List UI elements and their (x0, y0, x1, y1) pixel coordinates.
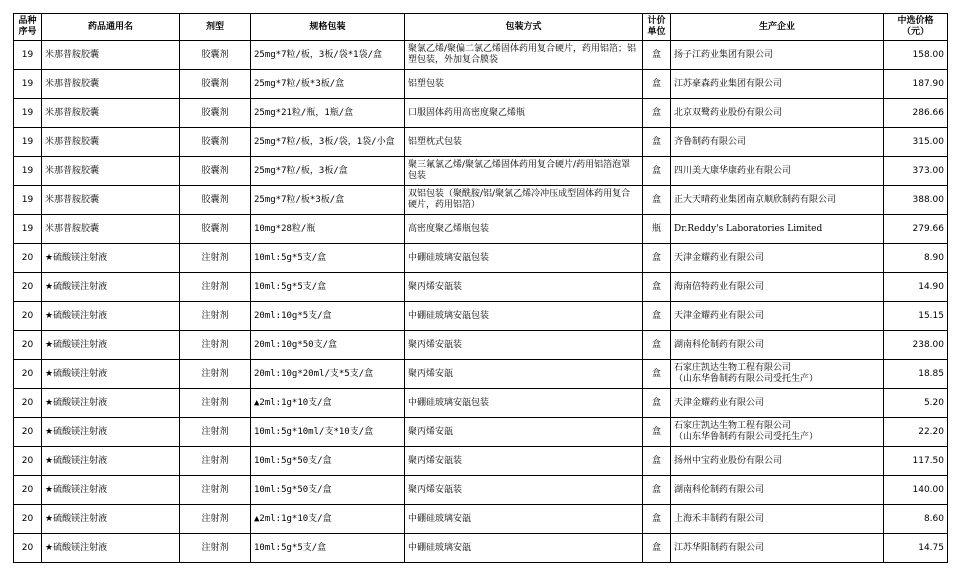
table-row (14, 128, 948, 157)
cell-unit: 盒 (643, 128, 671, 157)
cell-manufacturer: 正大天晴药业集团南京顺欣制药有限公司 (671, 186, 884, 215)
cell-drug-name: 米那普胺胶囊 (42, 41, 180, 70)
cell-unit: 盒 (643, 99, 671, 128)
cell-spec: 25mg*7粒/板*3板/盒 (251, 70, 405, 99)
cell-seq: 20 (14, 476, 42, 505)
table-row (14, 273, 948, 302)
cell-price: 315.00 (884, 128, 948, 157)
cell-dosage-form: 胶囊剂 (180, 41, 251, 70)
cell-manufacturer: 江苏华阳制药有限公司 (671, 534, 884, 563)
cell-spec: 10ml:5g*10ml/支*10支/盒 (251, 418, 405, 447)
table-row (14, 244, 948, 273)
cell-price: 117.50 (884, 447, 948, 476)
cell-dosage-form: 注射剂 (180, 331, 251, 360)
cell-drug-name: 米那普胺胶囊 (42, 128, 180, 157)
cell-dosage-form: 胶囊剂 (180, 128, 251, 157)
cell-price: 15.15 (884, 302, 948, 331)
cell-seq: 20 (14, 418, 42, 447)
cell-seq: 20 (14, 273, 42, 302)
cell-packaging: 中硼硅玻璃安瓿包装 (405, 302, 643, 331)
table-row (14, 41, 948, 70)
cell-unit: 盒 (643, 41, 671, 70)
cell-seq: 19 (14, 99, 42, 128)
cell-price: 238.00 (884, 331, 948, 360)
table-row (14, 157, 948, 186)
cell-unit: 盒 (643, 534, 671, 563)
cell-spec: 20ml:10g*50支/盒 (251, 331, 405, 360)
cell-dosage-form: 注射剂 (180, 447, 251, 476)
cell-packaging: 聚丙烯安瓿 (405, 360, 643, 389)
cell-spec: 20ml:10g*5支/盒 (251, 302, 405, 331)
cell-dosage-form: 注射剂 (180, 505, 251, 534)
cell-drug-name: ★硫酸镁注射液 (42, 360, 180, 389)
cell-price: 22.20 (884, 418, 948, 447)
table-row (14, 534, 948, 563)
cell-packaging: 聚丙烯安瓿装 (405, 331, 643, 360)
cell-seq: 20 (14, 534, 42, 563)
cell-price: 5.20 (884, 389, 948, 418)
cell-unit: 盒 (643, 505, 671, 534)
header-price: 中选价格（元） (884, 14, 948, 41)
cell-unit: 盒 (643, 244, 671, 273)
cell-manufacturer: 天津金耀药业有限公司 (671, 244, 884, 273)
cell-seq: 20 (14, 360, 42, 389)
cell-packaging: 高密度聚乙烯瓶包装 (405, 215, 643, 244)
cell-packaging: 中硼硅玻璃安瓿包装 (405, 244, 643, 273)
cell-manufacturer: 天津金耀药业有限公司 (671, 389, 884, 418)
header-seq: 品种序号 (14, 14, 42, 41)
cell-price: 14.75 (884, 534, 948, 563)
cell-packaging: 中硼硅玻璃安瓿包装 (405, 389, 643, 418)
cell-packaging: 聚丙烯安瓿装 (405, 476, 643, 505)
cell-packaging: 铝塑包装 (405, 70, 643, 99)
cell-unit: 盒 (643, 273, 671, 302)
cell-drug-name: 米那普胺胶囊 (42, 186, 180, 215)
cell-dosage-form: 注射剂 (180, 360, 251, 389)
cell-price: 279.66 (884, 215, 948, 244)
cell-price: 158.00 (884, 41, 948, 70)
cell-seq: 19 (14, 215, 42, 244)
cell-manufacturer: 湖南科伦制药有限公司 (671, 331, 884, 360)
drug-price-table (13, 13, 948, 563)
cell-seq: 20 (14, 389, 42, 418)
cell-seq: 19 (14, 128, 42, 157)
cell-manufacturer: 石家庄凯达生物工程有限公司 （山东华鲁制药有限公司受托生产） (671, 360, 884, 389)
cell-spec: 10ml:5g*50支/盒 (251, 447, 405, 476)
cell-spec: ▲2ml:1g*10支/盒 (251, 505, 405, 534)
cell-drug-name: ★硫酸镁注射液 (42, 418, 180, 447)
cell-price: 18.85 (884, 360, 948, 389)
header-spec: 规格包装 (251, 14, 405, 41)
table-row (14, 186, 948, 215)
cell-manufacturer: 扬州中宝药业股份有限公司 (671, 447, 884, 476)
cell-packaging: 中硼硅玻璃安瓿 (405, 505, 643, 534)
cell-dosage-form: 胶囊剂 (180, 186, 251, 215)
cell-dosage-form: 胶囊剂 (180, 99, 251, 128)
cell-price: 373.00 (884, 157, 948, 186)
table-row (14, 476, 948, 505)
cell-spec: 10ml:5g*50支/盒 (251, 476, 405, 505)
table-row (14, 215, 948, 244)
cell-drug-name: ★硫酸镁注射液 (42, 505, 180, 534)
cell-drug-name: ★硫酸镁注射液 (42, 273, 180, 302)
cell-dosage-form: 注射剂 (180, 302, 251, 331)
cell-seq: 20 (14, 331, 42, 360)
cell-manufacturer: 四川美大康华康药业有限公司 (671, 157, 884, 186)
cell-drug-name: ★硫酸镁注射液 (42, 447, 180, 476)
cell-packaging: 中硼硅玻璃安瓿 (405, 534, 643, 563)
cell-packaging: 双铝包装（聚酰胺/铝/聚氯乙烯冷冲压成型固体药用复合硬片，药用铝箔） (405, 186, 643, 215)
cell-dosage-form: 注射剂 (180, 476, 251, 505)
cell-dosage-form: 注射剂 (180, 418, 251, 447)
cell-spec: 25mg*7粒/板，3板/袋，1袋/小盒 (251, 128, 405, 157)
cell-unit: 盒 (643, 476, 671, 505)
cell-drug-name: 米那普胺胶囊 (42, 70, 180, 99)
cell-spec: 25mg*7粒/板，3板/袋*1袋/盒 (251, 41, 405, 70)
cell-drug-name: ★硫酸镁注射液 (42, 534, 180, 563)
cell-dosage-form: 胶囊剂 (180, 70, 251, 99)
table-row (14, 331, 948, 360)
cell-unit: 盒 (643, 331, 671, 360)
cell-price: 286.66 (884, 99, 948, 128)
cell-unit: 盒 (643, 447, 671, 476)
header-dosage-form: 剂型 (180, 14, 251, 41)
cell-packaging: 聚丙烯安瓿装 (405, 273, 643, 302)
header-drug-name: 药品通用名 (42, 14, 180, 41)
table-row (14, 389, 948, 418)
cell-packaging: 口服固体药用高密度聚乙烯瓶 (405, 99, 643, 128)
cell-spec: 25mg*7粒/板*3板/盒 (251, 186, 405, 215)
table-row (14, 302, 948, 331)
cell-unit: 盒 (643, 70, 671, 99)
cell-drug-name: ★硫酸镁注射液 (42, 302, 180, 331)
cell-drug-name: ★硫酸镁注射液 (42, 331, 180, 360)
cell-manufacturer: 湖南科伦制药有限公司 (671, 476, 884, 505)
cell-seq: 19 (14, 157, 42, 186)
cell-dosage-form: 注射剂 (180, 389, 251, 418)
header-packaging: 包装方式 (405, 14, 643, 41)
cell-spec: 25mg*7粒/板，3板/盒 (251, 157, 405, 186)
cell-price: 140.00 (884, 476, 948, 505)
cell-unit: 盒 (643, 186, 671, 215)
cell-unit: 盒 (643, 360, 671, 389)
cell-spec: ▲2ml:1g*10支/盒 (251, 389, 405, 418)
table-row (14, 99, 948, 128)
cell-seq: 19 (14, 41, 42, 70)
cell-drug-name: 米那普胺胶囊 (42, 157, 180, 186)
cell-unit: 盒 (643, 389, 671, 418)
cell-dosage-form: 注射剂 (180, 534, 251, 563)
cell-unit: 盒 (643, 418, 671, 447)
header-manufacturer: 生产企业 (671, 14, 884, 41)
cell-seq: 20 (14, 302, 42, 331)
table-row (14, 447, 948, 476)
cell-manufacturer: 北京双鹭药业股份有限公司 (671, 99, 884, 128)
cell-drug-name: ★硫酸镁注射液 (42, 476, 180, 505)
cell-manufacturer: 扬子江药业集团有限公司 (671, 41, 884, 70)
cell-dosage-form: 注射剂 (180, 273, 251, 302)
cell-price: 388.00 (884, 186, 948, 215)
table-row (14, 418, 948, 447)
table-header-row (14, 14, 948, 41)
cell-spec: 10ml:5g*5支/盒 (251, 273, 405, 302)
cell-drug-name: ★硫酸镁注射液 (42, 244, 180, 273)
cell-seq: 20 (14, 447, 42, 476)
cell-manufacturer: 上海禾丰制药有限公司 (671, 505, 884, 534)
cell-packaging: 聚氯乙烯/聚偏二氯乙烯固体药用复合硬片，药用铝箔；铝塑包装，外加复合膜袋 (405, 41, 643, 70)
cell-unit: 瓶 (643, 215, 671, 244)
cell-manufacturer: 海南倍特药业有限公司 (671, 273, 884, 302)
header-unit: 计价单位 (643, 14, 671, 41)
cell-packaging: 聚丙烯安瓿装 (405, 447, 643, 476)
cell-drug-name: 米那普胺胶囊 (42, 215, 180, 244)
cell-price: 8.60 (884, 505, 948, 534)
cell-price: 14.90 (884, 273, 948, 302)
cell-packaging: 聚三氟氯乙烯/聚氯乙烯固体药用复合硬片/药用铝箔泡罩包装 (405, 157, 643, 186)
cell-spec: 20ml:10g*20ml/支*5支/盒 (251, 360, 405, 389)
cell-manufacturer: 江苏豪森药业集团有限公司 (671, 70, 884, 99)
cell-packaging: 铝塑枕式包装 (405, 128, 643, 157)
cell-price: 8.90 (884, 244, 948, 273)
cell-spec: 10ml:5g*5支/盒 (251, 534, 405, 563)
cell-unit: 盒 (643, 302, 671, 331)
cell-drug-name: ★硫酸镁注射液 (42, 389, 180, 418)
cell-spec: 25mg*21粒/瓶，1瓶/盒 (251, 99, 405, 128)
cell-spec: 10ml:5g*5支/盒 (251, 244, 405, 273)
cell-spec: 10mg*28粒/瓶 (251, 215, 405, 244)
cell-manufacturer: 石家庄凯达生物工程有限公司 （山东华鲁制药有限公司受托生产） (671, 418, 884, 447)
cell-unit: 盒 (643, 157, 671, 186)
cell-seq: 19 (14, 70, 42, 99)
cell-seq: 19 (14, 186, 42, 215)
table-row (14, 70, 948, 99)
cell-packaging: 聚丙烯安瓿 (405, 418, 643, 447)
cell-manufacturer: Dr.Reddy's Laboratories Limited (671, 215, 884, 244)
cell-dosage-form: 胶囊剂 (180, 157, 251, 186)
cell-price: 187.90 (884, 70, 948, 99)
cell-dosage-form: 注射剂 (180, 244, 251, 273)
cell-seq: 20 (14, 244, 42, 273)
cell-seq: 20 (14, 505, 42, 534)
cell-dosage-form: 胶囊剂 (180, 215, 251, 244)
table-row (14, 360, 948, 389)
table-row (14, 505, 948, 534)
cell-manufacturer: 齐鲁制药有限公司 (671, 128, 884, 157)
cell-drug-name: 米那普胺胶囊 (42, 99, 180, 128)
cell-manufacturer: 天津金耀药业有限公司 (671, 302, 884, 331)
